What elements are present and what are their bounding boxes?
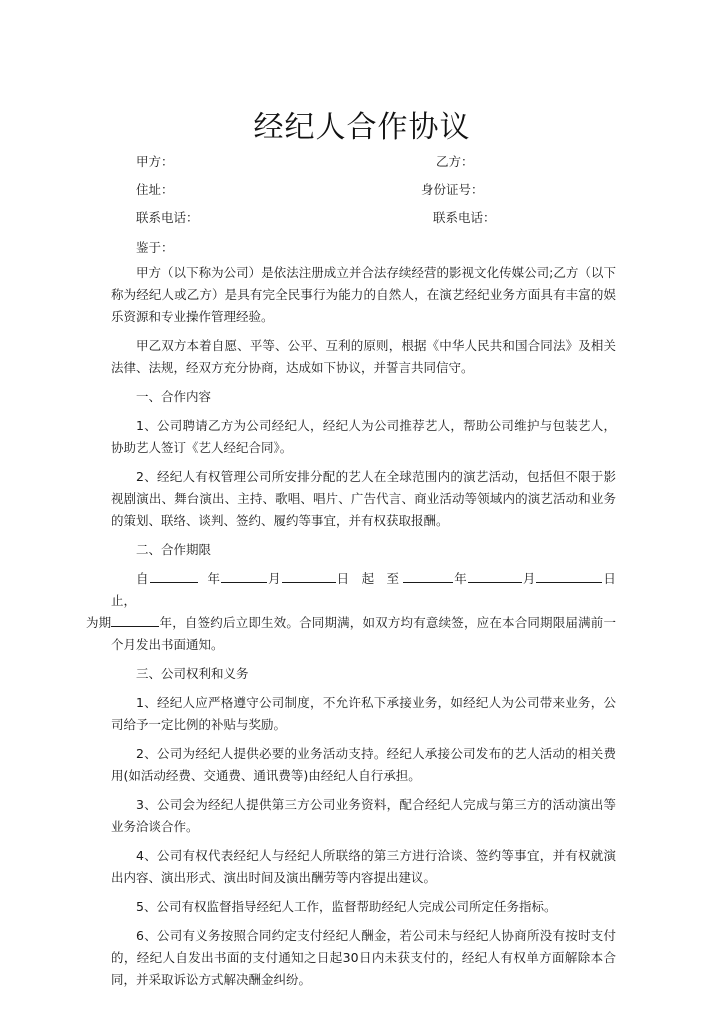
term-period: 为期 bbox=[86, 615, 112, 630]
blank-period-years bbox=[111, 612, 159, 627]
intro-paragraph-1: 甲方（以下称为公司）是依法注册成立并合法存续经营的影视文化传媒公司;乙方（以下称为经纪人或乙方）是具有完全民事行为能力的自然人，在演艺经纪业务方面具有丰富的娱乐资源和专业操作管理经验。 bbox=[111, 265, 616, 324]
section-3-item-6: 6、公司有义务按照合同约定支付经纪人酬金，若公司未与经纪人协商所没有按时支付的，经纪人自发出书面的支付通知之日起30日内未获支付的，经纪人有权单方面解除本合同，并采取诉讼方式解决酬金纠纷。 bbox=[111, 928, 616, 987]
section-3-item-1: 1、经纪人应严格遵守公司制度，不允许私下承接业务，如经纪人为公司带来业务，公司给予一定比例的补贴与奖励。 bbox=[111, 695, 616, 732]
term-rest: 年，自签约后立即生效。合同期满，如双方均有意续签，应在本合同期限届满前一个月发出书面通知。 bbox=[111, 615, 616, 652]
term-month-2: 月 bbox=[521, 571, 537, 586]
term-year-2: 年 bbox=[453, 571, 468, 586]
whereas-label: 鉴于： bbox=[136, 240, 174, 255]
section-3-heading: 三、公司权利和义务 bbox=[136, 666, 249, 681]
section-3-item-4: 4、公司有权代表经纪人与经纪人所联络的第三方进行洽谈、签约等事宜，并有权就演出内容、演出形式、演出时间及演出酬劳等内容提出建议。 bbox=[111, 848, 616, 885]
section-3-item-2: 2、公司为经纪人提供必要的业务活动支持。经纪人承接公司发布的艺人活动的相关费用(如活动经费、交通费、通讯费等)由经纪人自行承担。 bbox=[111, 746, 616, 783]
id-number-label: 身份证号： bbox=[421, 182, 484, 197]
section-3-item-3: 3、公司会为经纪人提供第三方公司业务资料，配合经纪人完成与第三方的活动演出等业务洽谈合作。 bbox=[111, 797, 616, 834]
section-2-heading: 二、合作期限 bbox=[136, 542, 212, 557]
section-1-item-1: 1、公司聘请乙方为公司经纪人，经纪人为公司推荐艺人，帮助公司维护与包装艺人，协助艺人签订《艺人经纪合同》。 bbox=[111, 418, 616, 455]
document-title: 经纪人合作协议 bbox=[253, 110, 471, 145]
blank-start-year bbox=[150, 568, 198, 583]
term-day-until: 日止， bbox=[111, 571, 616, 608]
phone-b-label: 联系电话： bbox=[433, 210, 496, 225]
blank-end-month bbox=[468, 568, 522, 583]
section-3-item-5: 5、公司有权监督指导经纪人工作，监督帮助经纪人完成公司所定任务指标。 bbox=[136, 899, 557, 914]
term-year-1: 年 bbox=[207, 571, 222, 586]
section-1-heading: 一、合作内容 bbox=[136, 389, 212, 404]
party-a-label: 甲方： bbox=[136, 154, 174, 169]
term-clause bbox=[86, 568, 616, 656]
blank-start-day bbox=[282, 568, 336, 583]
section-1-item-2: 2、经纪人有权管理公司所安排分配的艺人在全球范围内的演艺活动，包括但不限于影视剧演出、舞台演出、主持、歌唱、唱片、广告代言、商业活动等领域内的演艺活动和业务的策划、联络、谈判、签约、履约等事宜，并有权获取报酬。 bbox=[111, 469, 616, 528]
blank-start-month bbox=[221, 568, 267, 583]
blank-end-day bbox=[536, 568, 602, 583]
term-day-from: 日 起 至 bbox=[335, 571, 404, 586]
address-label: 住址： bbox=[136, 182, 174, 197]
term-month-1: 月 bbox=[267, 571, 282, 586]
contract-body bbox=[86, 262, 616, 998]
blank-end-year bbox=[403, 568, 453, 583]
phone-a-label: 联系电话： bbox=[136, 210, 199, 225]
intro-paragraph-2: 甲乙双方本着自愿、平等、公平、互利的原则，根据《中华人民共和国合同法》及相关法律、法规，经双方充分协商，达成如下协议，并誓言共同信守。 bbox=[111, 338, 616, 375]
term-from: 自 bbox=[136, 571, 150, 586]
party-b-label: 乙方： bbox=[436, 154, 474, 169]
